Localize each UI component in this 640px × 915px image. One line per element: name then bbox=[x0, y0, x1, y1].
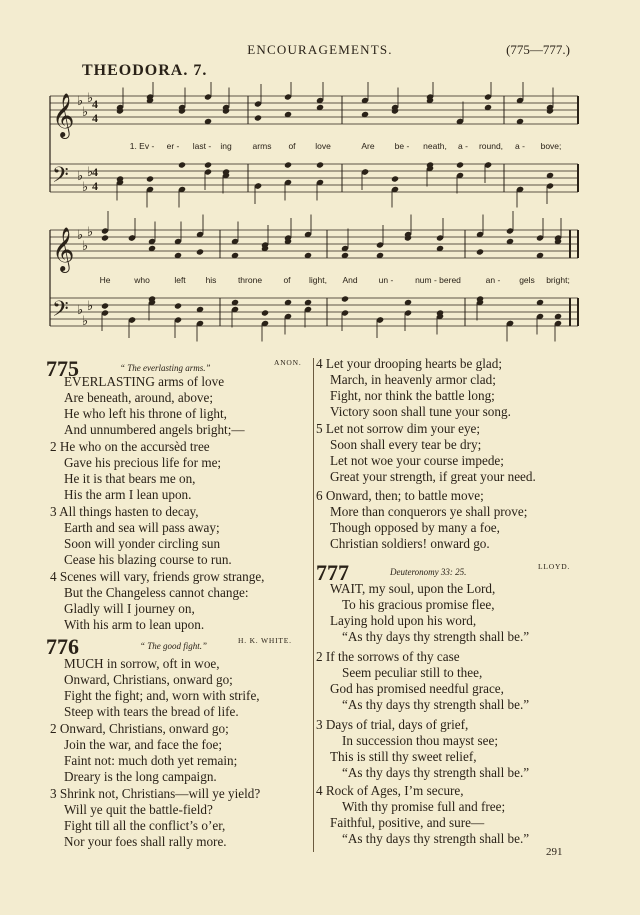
hymn-line: Laying hold upon his word, bbox=[330, 612, 477, 628]
hymn-line: Gave his precious life for me; bbox=[64, 454, 222, 470]
treble-clef-icon: 𝄞 bbox=[52, 93, 75, 137]
hymn-line: “As thy days thy strength shall be.” bbox=[342, 696, 530, 712]
hymn-line: 5 Let not sorrow dim your eye; bbox=[316, 421, 481, 436]
hymn-line: Faithful, positive, and sure— bbox=[330, 814, 485, 830]
hymn-number: 775 bbox=[46, 356, 79, 381]
time-signature: 4 bbox=[92, 97, 98, 111]
hymn-line: Steep with tears the bread of life. bbox=[64, 703, 239, 719]
lyric-syllable: be - bbox=[394, 141, 410, 151]
notehead bbox=[391, 175, 399, 182]
hymn-line: With thy promise full and free; bbox=[342, 798, 506, 814]
lyric-syllable: gels bbox=[519, 275, 535, 285]
hymn-line: Cease his blazing course to run. bbox=[64, 551, 232, 567]
hymn-line: Join the war, and face the foe; bbox=[64, 736, 223, 752]
notehead bbox=[174, 302, 182, 309]
lyric-syllable: left bbox=[174, 275, 186, 285]
hymn-line: Dreary is the long campaign. bbox=[64, 768, 217, 784]
hymn-line: Victory soon shall tune your song. bbox=[330, 403, 511, 419]
hymn-line: Great your strength, if great your need. bbox=[330, 468, 536, 484]
hymn-line: “As thy days thy strength shall be.” bbox=[342, 628, 530, 644]
notehead bbox=[101, 302, 109, 309]
notehead bbox=[146, 175, 154, 182]
notehead bbox=[101, 234, 109, 241]
hymn-line: 4 Let your drooping hearts be glad; bbox=[316, 356, 503, 371]
hymn-line: EVERLASTING arms of love bbox=[64, 374, 225, 389]
lyric-syllable: He bbox=[99, 275, 111, 285]
lyric-syllable: Are bbox=[361, 141, 375, 151]
hymn-line: 3 All things hasten to decay, bbox=[50, 504, 199, 519]
hymn-line: His the arm I lean upon. bbox=[64, 486, 192, 502]
notehead bbox=[456, 161, 464, 168]
lyric-syllable: a - bbox=[515, 141, 525, 151]
hymn-line: Fight till all the conflict’s o’er, bbox=[64, 817, 226, 833]
hymn-line: But the Changeless cannot change: bbox=[64, 584, 249, 600]
hymn-author: ANON. bbox=[274, 358, 302, 367]
hymn-line: Let not woe your course impede; bbox=[330, 452, 504, 468]
lyric-syllable: er - bbox=[166, 141, 180, 151]
hymn-line: Faint not: much doth yet remain; bbox=[64, 752, 238, 768]
hymn-line: Christian soldiers! onward go. bbox=[330, 535, 490, 551]
notehead bbox=[261, 309, 269, 316]
lyric-syllable: last - bbox=[192, 141, 212, 151]
notehead bbox=[204, 161, 212, 168]
hymn-line: 2 If the sorrows of thy case bbox=[316, 649, 460, 664]
notehead bbox=[196, 248, 204, 255]
lyric-syllable: of bbox=[288, 141, 296, 151]
hymn-line: 3 Days of trial, days of grief, bbox=[316, 717, 469, 732]
lyric-syllable: un - bbox=[378, 275, 394, 285]
hymn-line: Earth and sea will pass away; bbox=[64, 519, 220, 535]
hymn-author: LLOYD. bbox=[538, 562, 571, 571]
hymn-subtitle: Deuteronomy 33: 25. bbox=[390, 567, 467, 577]
notehead bbox=[341, 295, 349, 302]
hymn-line: 2 He who on the accursèd tree bbox=[50, 439, 210, 454]
flat-icon: ♭ bbox=[77, 228, 84, 243]
lyric-syllable: ing bbox=[220, 141, 232, 151]
lyric-syllable: of bbox=[283, 275, 291, 285]
hymn-line: Soon shall every tear be dry; bbox=[330, 436, 482, 452]
music-score bbox=[40, 82, 585, 342]
tune-title: THEODORA. 7. bbox=[82, 62, 208, 79]
hymn-line: Seem peculiar still to thee, bbox=[342, 664, 483, 680]
hymn-line: God has promised needful grace, bbox=[330, 680, 504, 696]
hymn-line: Nor your foes shall rally more. bbox=[64, 833, 227, 849]
hymn-line: In succession thou mayst see; bbox=[342, 732, 499, 748]
hymn-line: Soon will yonder circling sun bbox=[64, 535, 221, 551]
hymn-line: 4 Rock of Ages, I’m secure, bbox=[316, 783, 464, 798]
hymn-line: March, in heavenly armor clad; bbox=[330, 371, 496, 387]
lyric-syllable: love bbox=[315, 141, 331, 151]
lyric-syllable: bove; bbox=[540, 141, 562, 151]
time-signature: 4 bbox=[92, 179, 98, 193]
flat-icon: ♭ bbox=[82, 105, 89, 120]
flat-icon: ♭ bbox=[77, 303, 84, 318]
flat-icon: ♭ bbox=[82, 314, 89, 329]
hymn-line: To his gracious promise flee, bbox=[342, 596, 495, 612]
lyric-syllable: num - bered bbox=[415, 275, 461, 285]
flat-icon: ♭ bbox=[87, 165, 94, 180]
lyric-syllable: throne bbox=[237, 275, 263, 285]
lyric-syllable: And bbox=[342, 275, 358, 285]
hymn-line: He who left his throne of light, bbox=[64, 405, 227, 421]
hymn-line: 3 Shrink not, Christians—will ye yield? bbox=[50, 786, 261, 801]
hymn-line: “As thy days thy strength shall be.” bbox=[342, 764, 530, 780]
hymn-subtitle: “ The everlasting arms.” bbox=[120, 363, 211, 373]
hymn-line: He it is that bears me on, bbox=[64, 470, 196, 486]
lyric-syllable: 1. Ev - bbox=[129, 141, 155, 151]
hymn-line: WAIT, my soul, upon the Lord, bbox=[330, 581, 496, 596]
lyric-syllable: neath, bbox=[423, 141, 447, 151]
bass-clef-icon: 𝄢 bbox=[52, 163, 69, 193]
lyric-syllable: an - bbox=[485, 275, 501, 285]
lyric-syllable: his bbox=[205, 275, 217, 285]
lyric-syllable: light, bbox=[309, 275, 327, 285]
hymn-line: MUCH in sorrow, oft in woe, bbox=[64, 656, 220, 671]
hymn-line: And unnumbered angels bright;— bbox=[64, 421, 245, 437]
hymn-line: This is still thy sweet relief, bbox=[330, 748, 477, 764]
page-header-title: ENCOURAGEMENTS. bbox=[247, 42, 393, 57]
column-divider bbox=[313, 358, 314, 852]
flat-icon: ♭ bbox=[87, 91, 94, 106]
hymn-line: Are beneath, around, above; bbox=[64, 389, 214, 405]
notehead bbox=[316, 161, 324, 168]
hymn-line: “As thy days thy strength shall be.” bbox=[342, 830, 530, 846]
time-signature: 4 bbox=[92, 111, 98, 125]
lyric-syllable: bright; bbox=[546, 275, 570, 285]
notehead bbox=[284, 161, 292, 168]
hymn-line: 4 Scenes will vary, friends grow strange, bbox=[50, 569, 265, 584]
flat-icon: ♭ bbox=[82, 239, 89, 254]
hymn-line: Gladly will I journey on, bbox=[64, 600, 195, 616]
hymn-line: Though opposed by many a foe, bbox=[330, 519, 500, 535]
hymn-subtitle: “ The good fight.” bbox=[140, 641, 208, 651]
hymn-line: More than conquerors ye shall prove; bbox=[330, 503, 528, 519]
notehead bbox=[476, 248, 484, 255]
treble-clef-icon: 𝄞 bbox=[52, 227, 75, 271]
flat-icon: ♭ bbox=[77, 169, 84, 184]
lyric-syllable: arms bbox=[252, 141, 272, 151]
lyric-syllable: who bbox=[134, 275, 150, 285]
notehead bbox=[254, 114, 262, 121]
hymn-line: With his arm to lean upon. bbox=[64, 616, 205, 632]
page-header-range: (775—777.) bbox=[506, 42, 570, 57]
flat-icon: ♭ bbox=[87, 225, 94, 240]
flat-icon: ♭ bbox=[87, 299, 94, 314]
time-signature: 4 bbox=[92, 165, 98, 179]
hymn-line: Will ye quit the battle-field? bbox=[64, 801, 213, 817]
hymn-line: Onward, Christians, onward go; bbox=[64, 671, 233, 687]
bass-clef-icon: 𝄢 bbox=[52, 297, 69, 327]
lyric-syllable: a - bbox=[458, 141, 468, 151]
hymn-number: 777 bbox=[316, 560, 349, 585]
flat-icon: ♭ bbox=[82, 180, 89, 195]
hymn-author: H. K. WHITE. bbox=[238, 636, 292, 645]
hymn-line: 6 Onward, then; to battle move; bbox=[316, 488, 484, 503]
hymn-line: Fight, nor think the battle long; bbox=[330, 387, 495, 403]
hymn-line: 2 Onward, Christians, onward go; bbox=[50, 721, 229, 736]
flat-icon: ♭ bbox=[77, 94, 84, 109]
page-number: 291 bbox=[546, 846, 563, 858]
hymn-line: Fight the fight; and, worn with strife, bbox=[64, 687, 260, 703]
hymn-number: 776 bbox=[46, 634, 79, 659]
notehead bbox=[178, 161, 186, 168]
lyric-syllable: round, bbox=[478, 141, 504, 151]
